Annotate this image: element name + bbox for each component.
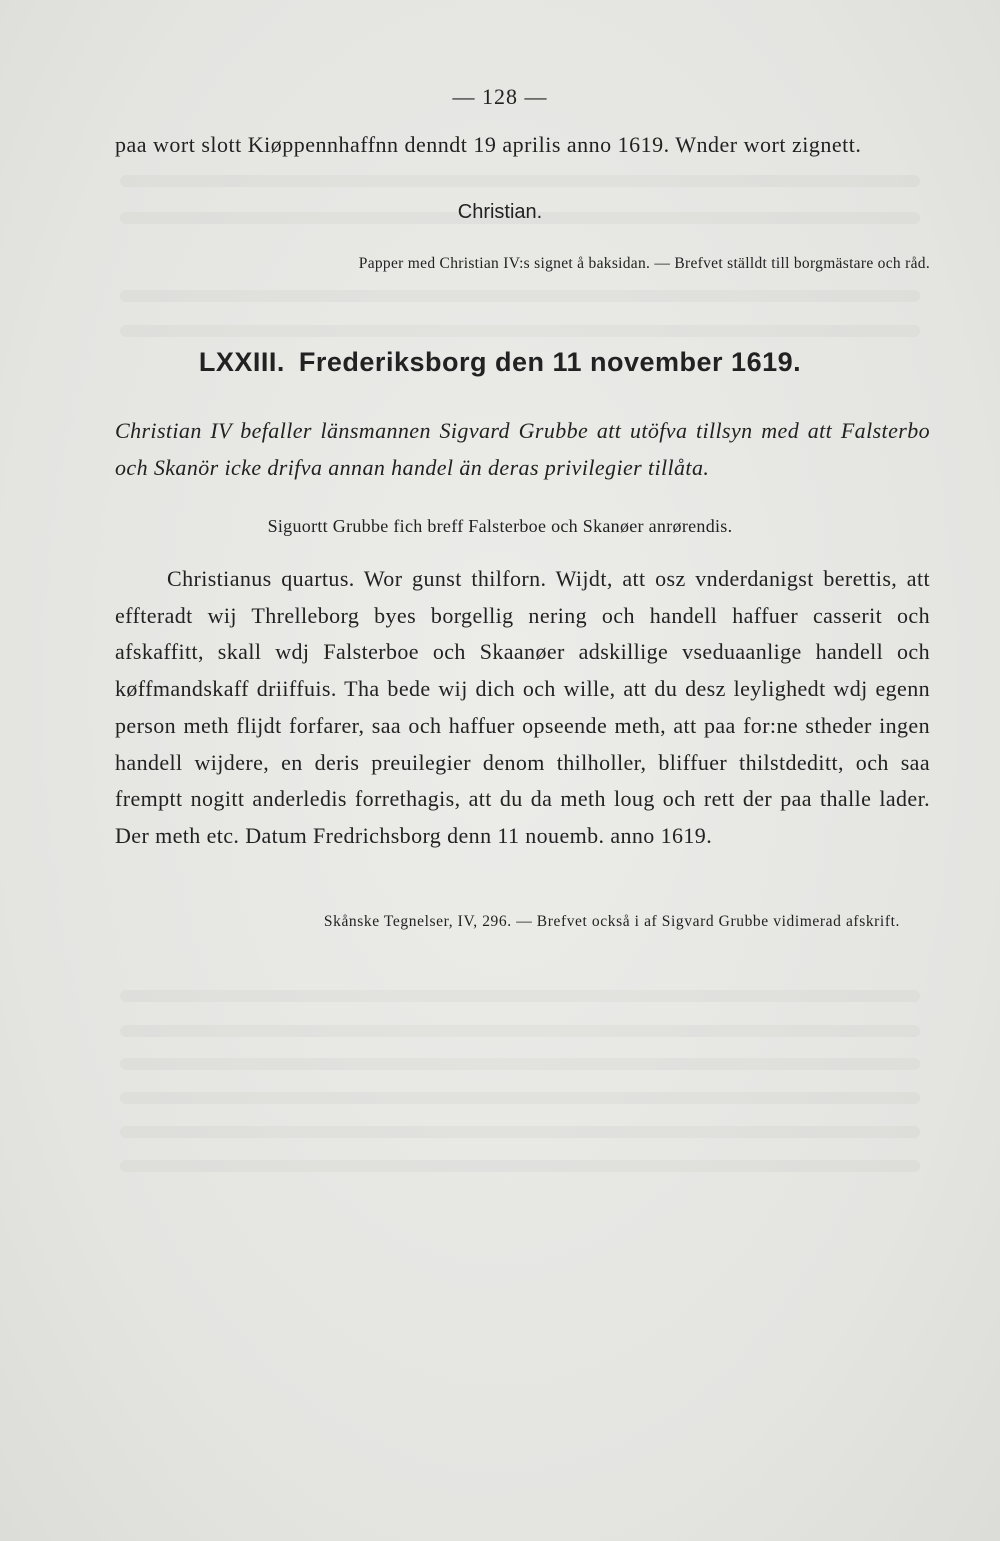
bleed-through-line [120, 990, 920, 1002]
bleed-through-line [120, 1126, 920, 1138]
bleed-through-line [120, 325, 920, 337]
bleed-through-line [120, 175, 920, 187]
previous-letter-signature: Christian. [457, 201, 543, 223]
letter-source-note: Skånske Tegnelser, IV, 296. — Brefvet också i af Sigvard Grubbe vidimerad afskrift. [323, 913, 900, 930]
previous-letter-closing: paa wort slott Kiøppennhaffnn denndt 19 aprilis anno 1619. Wnder wort zignett. [115, 132, 862, 157]
letter-number: LXXIII. [198, 347, 285, 377]
bleed-through-line [120, 1025, 920, 1037]
letter-rubric: Siguortt Grubbe fich breff Falsterboe och Skanøer anrørendis. [267, 516, 733, 536]
previous-letter-source-note: Papper med Christian IV:s signet å baksidan. — Brefvet ställdt till borgmästare och råd. [358, 255, 930, 272]
letter-body-text: Christianus quartus. Wor gunst thilforn. Wijdt, att osz vnderdanigst berettis, att effteradt wij Threlleborg byes borgellig nering och handell haffuer casserit och afskaffitt, skall wdj Falsterboe och Skaanøer adskillige vseduaanlige handell och køffmandskaff driiffuis. Tha bede wij dich och wille, att du desz leylighedt wdj egenn person meth flijdt forfarer, saa och haffuer opseende meth, att paa for:ne stheder ingen handell wijdere, en deris preuilegier denom thilholler, bliffuer thilstdeditt, och saa fremptt nogitt anderledis forrethagis, att du da meth loug och rett der paa thalle lader. Der meth etc. Datum Fredrichsborg denn 11 nouemb. anno 1619. [115, 566, 930, 848]
letter-summary: Christian IV befaller länsmannen Sigvard Grubbe att utöfva tillsyn med att Falsterbo och Skanör icke drifva annan handel än deras privilegier tillåta. [115, 418, 930, 480]
letter-body [115, 561, 930, 855]
bleed-through-line [120, 290, 920, 302]
letter-heading [0, 347, 1000, 378]
bleed-through-line [120, 1160, 920, 1172]
page-number: — 128 — [452, 84, 548, 109]
bleed-through-line [120, 1058, 920, 1070]
letter-place-date: Frederiksborg den 11 november 1619. [298, 347, 802, 377]
bleed-through-line [120, 1092, 920, 1104]
